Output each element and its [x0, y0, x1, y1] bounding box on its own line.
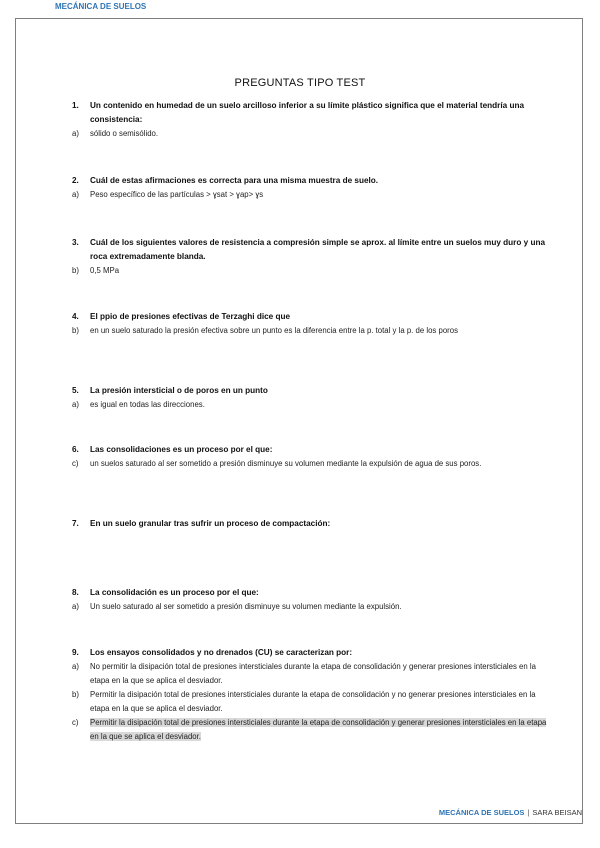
answer — [72, 188, 552, 202]
footer-brand: MECÁNICA DE SUELOS — [438, 808, 525, 817]
question-1 — [72, 99, 552, 141]
question-6 — [72, 443, 552, 471]
question-4 — [72, 310, 552, 338]
answer — [72, 127, 552, 141]
question-text: La consolidación es un proceso por el que: — [90, 588, 259, 597]
question-text: La presión intersticial o de poros en un punto — [90, 386, 268, 395]
answer-selected — [72, 716, 552, 744]
question-5 — [72, 384, 552, 412]
question-text: Cuál de los siguientes valores de resistencia a compresión simple se aprox. al límite entre un suelos muy duro y una roca extremadamente blanda. — [90, 238, 546, 261]
question-9 — [72, 646, 552, 744]
question-text: Los ensayos consolidados y no drenados (CU) se caracterizan por: — [90, 648, 353, 657]
question-2 — [72, 174, 552, 202]
answer-letter: b) — [72, 690, 79, 699]
answer-letter: a) — [72, 602, 79, 611]
answer — [72, 600, 552, 614]
answer-text: Peso específico de las partículas > ɣsat > ɣap> ɣs — [90, 190, 264, 199]
header-title: MECÁNICA DE SUELOS — [55, 2, 147, 11]
footer-author: SARA BEISAN — [532, 808, 582, 817]
answer-letter: c) — [72, 718, 79, 727]
answer-letter: b) — [72, 326, 79, 335]
answer-text: 0,5 MPa — [90, 266, 120, 275]
question-8 — [72, 586, 552, 614]
answer-text: en un suelo saturado la presión efectiva sobre un punto es la diferencia entre la p. total y la p. de los poros — [90, 326, 458, 335]
answer — [72, 660, 552, 688]
answer-text: Permitir la disipación total de presiones intersticiales durante la etapa de consolidación y no generar presiones intersticiales en la etapa en la que se aplica el desviador. — [90, 690, 536, 713]
question-number: 8. — [72, 588, 79, 597]
question-text: En un suelo granular tras sufrir un proceso de compactación: — [90, 519, 331, 528]
answer-text: Un suelo saturado al ser sometido a presión disminuye su volumen mediante la expulsión. — [90, 602, 402, 611]
answer-letter: a) — [72, 190, 79, 199]
answer-letter: c) — [72, 459, 79, 468]
answer — [72, 264, 552, 278]
question-text: Cuál de estas afirmaciones es correcta para una misma muestra de suelo. — [90, 176, 379, 185]
question-text: Las consolidaciones es un proceso por el que: — [90, 445, 273, 454]
question-number: 5. — [72, 386, 79, 395]
question-text: Un contenido en humedad de un suelo arcilloso inferior a su límite plástico significa que el material tendría una consistencia: — [90, 101, 525, 124]
question-number: 9. — [72, 648, 79, 657]
question-7 — [72, 517, 552, 531]
question-number: 6. — [72, 445, 79, 454]
footer-separator: | — [527, 808, 530, 817]
answer-letter: a) — [72, 129, 79, 138]
question-number: 3. — [72, 238, 79, 247]
answer-text: No permitir la disipación total de presiones intersticiales durante la etapa de consolidación y generar presiones intersticiales en la etapa en la que se aplica el desviador. — [90, 662, 536, 685]
answer — [72, 398, 552, 412]
answer-letter: a) — [72, 662, 79, 671]
document-title: PREGUNTAS TIPO TEST — [234, 77, 366, 89]
answer-letter: b) — [72, 266, 79, 275]
answer — [72, 688, 552, 716]
answer-text: sólido o semisólido. — [90, 129, 159, 138]
answer — [72, 324, 552, 338]
answer-text: es igual en todas las direcciones. — [90, 400, 205, 409]
answer-text-highlighted: Permitir la disipación total de presiones intersticiales durante la etapa de consolidación y generar presiones intersticiales en la etapa en la que se aplica el desviador. — [90, 718, 547, 741]
answer — [72, 457, 552, 471]
footer — [439, 808, 582, 817]
question-text: El ppio de presiones efectivas de Terzaghi dice que — [90, 312, 291, 321]
answer-letter: a) — [72, 400, 79, 409]
question-number: 7. — [72, 519, 79, 528]
question-number: 1. — [72, 101, 79, 110]
question-number: 4. — [72, 312, 79, 321]
question-number: 2. — [72, 176, 79, 185]
question-3 — [72, 236, 552, 278]
answer-text: un suelos saturado al ser sometido a presión disminuye su volumen mediante la expulsión de agua de sus poros. — [90, 459, 482, 468]
